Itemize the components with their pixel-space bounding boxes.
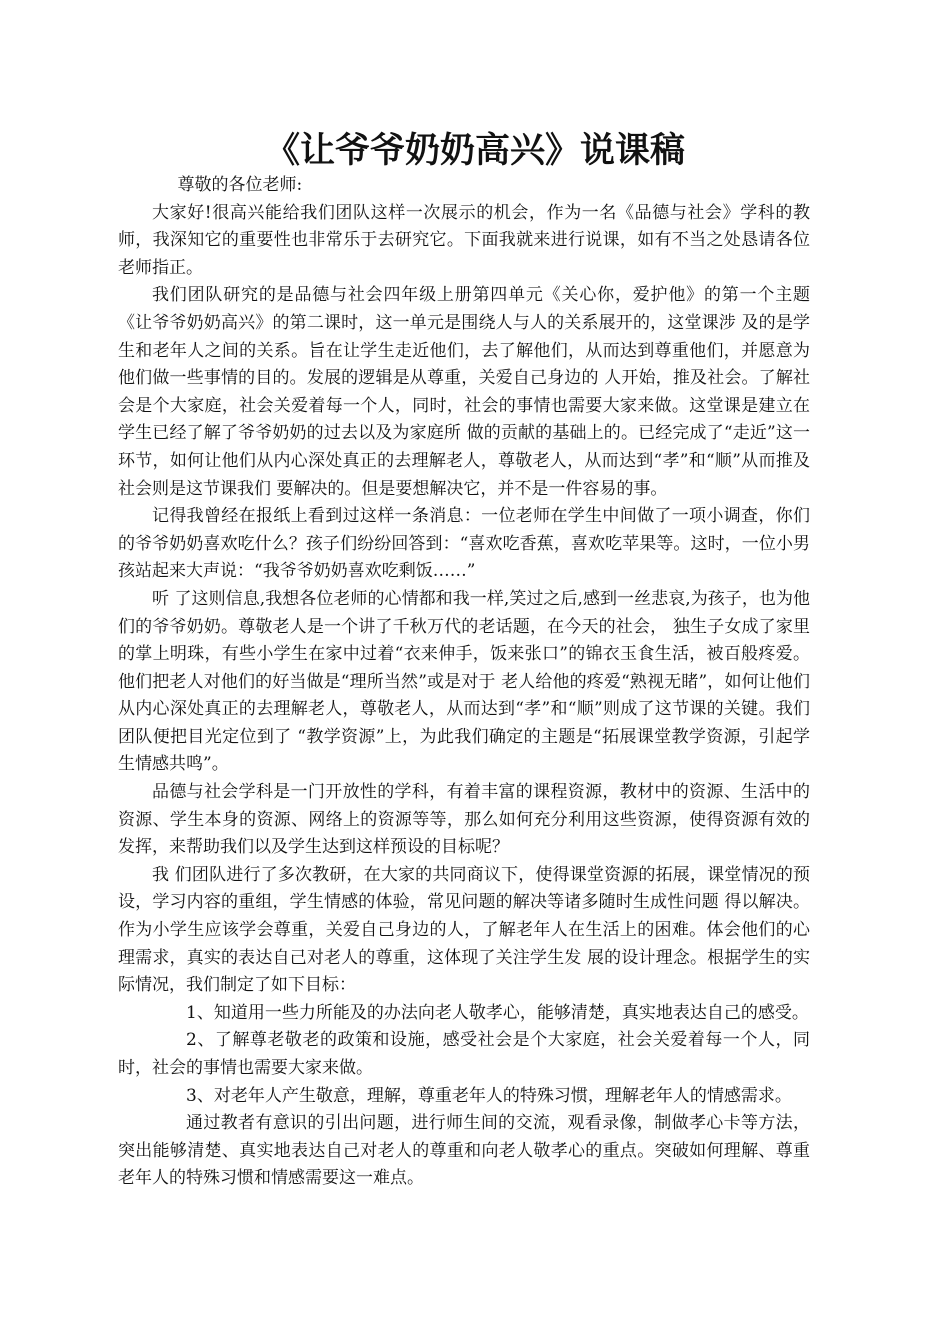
- goal-item-1: 1、知道用一些力所能及的办法向老人敬孝心，能够清楚，真实地表达自己的感受。: [186, 1002, 809, 1023]
- document-title: 《让爷爷奶奶高兴》说课稿: [264, 131, 685, 171]
- goal-item-2: 2、了解尊老敬老的政策和设施，感受社会是个大家庭，社会关爱着每一个人，同时，社会的事情也需要大家来做。: [118, 1030, 810, 1078]
- paragraph-closing: 通过教者有意识的引出问题，进行师生间的交流，观看录像，制做孝心卡等方法，突出能够清楚、真实地表达自己对老人的尊重和向老人敬孝心的重点。突破如何理解、尊重老年人的特殊习惯和情感需要这一难点。: [118, 1113, 810, 1189]
- paragraph-intro: 大家好!很高兴能给我们团队这样一次展示的机会，作为一名《品德与社会》学科的教师，我深知它的重要性也非常乐于去研究它。下面我就来进行说课，如有不当之处恳请各位老师指正。: [118, 202, 810, 278]
- goal-item-3: 3、对老年人产生敬意，理解，尊重老年人的特殊习惯，理解老年人的情感需求。: [186, 1085, 792, 1106]
- salutation: 尊敬的各位老师:: [177, 175, 303, 195]
- paragraph-news-story: 记得我曾经在报纸上看到过这样一条消息：一位老师在学生中间做了一项小调查，你们的爷爷奶奶喜欢吃什么？孩子们纷纷回答到：“喜欢吃香蕉，喜欢吃苹果等。这时，一位小男孩站起来大声说：“我爷爷奶奶喜欢吃剩饭……”: [118, 506, 810, 582]
- paragraph-lesson-background: 我们团队研究的是品德与社会四年级上册第四单元《关心你，爱护他》的第一个主题《让爷爷奶奶高兴》的第二课时，这一单元是围绕人与人的关系展开的，这堂课涉 及的是学生和老年人之间的关系。旨在让学生走近他们，去了解他们，从而达到尊重他们，并愿意为他们做一些事情的目的。发展的逻辑是从尊重，关爱自己身边的 人开始，推及社会。了解社会是个大家庭，社会关爱着每一个人，同时，社会的事情也需要大家来做。这堂课是建立在学生已经了解了爷爷奶奶的过去以及为家庭所 做的贡献的基础上的。已经完成了“走近”这一环节，如何让他们从内心深处真正的去理解老人，尊敬老人，从而达到“孝”和“顺”从而推及社会则是这节课我们 要解决的。但是要想解决它，并不是一件容易的事。: [118, 285, 810, 499]
- paragraph-reflection: 听 了这则信息,我想各位老师的心情都和我一样,笑过之后,感到一丝悲哀,为孩子，也为他们的爷爷奶奶。尊敬老人是一个讲了千秋万代的老话题，在今天的社会， 独生子女成了家里的掌上明珠，有些小学生在家中过着“衣来伸手，饭来张口”的锦衣玉食生活，被百般疼爱。他们把老人对他们的好当做是“理所当然”或是对于 老人给他的疼爱“熟视无睹”，如何让他们从内心深处真正的去理解老人，尊敬老人，从而达到“孝”和“顺”则成了这节课的关键。我们团队便把目光定位到了 “教学资源”上，为此我们确定的主题是“拓展课堂教学资源，引起学生情感共鸣”。: [118, 588, 810, 775]
- paragraph-resources: 品德与社会学科是一门开放性的学科，有着丰富的课程资源，教材中的资源、生活中的资源、学生本身的资源、网络上的资源等等，那么如何充分利用这些资源，使得资源有效的发挥，来帮助我们以及学生达到这样预设的目标呢？: [118, 782, 810, 858]
- paragraph-team-research: 我 们团队进行了多次教研，在大家的共同商议下，使得课堂资源的拓展，课堂情况的预设，学习内容的重组，学生情感的体验，常见问题的解决等诸多随时生成性问题 得以解决。作为小学生应该学会尊重，关爱自己身边的人，了解老年人在生活上的困难。体会他们的心理需求，真实的表达自己对老人的尊重，这体现了关注学生发 展的设计理念。根据学生的实际情况，我们制定了如下目标：: [118, 864, 810, 996]
- document-body: [118, 172, 810, 1193]
